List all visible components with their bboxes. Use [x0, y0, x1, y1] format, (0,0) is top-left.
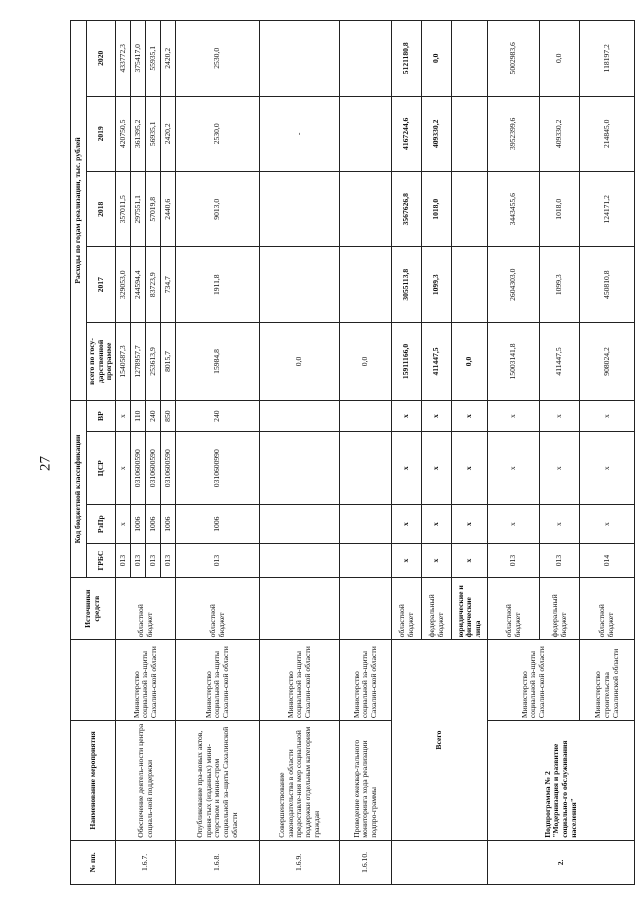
total-cell: 0,0 — [452, 322, 488, 400]
header-num: № пп. — [71, 840, 116, 884]
header-year-2020: 2020 — [87, 21, 116, 97]
csr-cell: x — [540, 432, 580, 505]
table-row — [340, 21, 392, 885]
csr-cell — [260, 432, 340, 505]
table-row — [176, 21, 260, 885]
y2018-cell: 9013,0 — [176, 172, 260, 247]
row-executor: Министерство социальной за-щиты Сахалин-ской области — [260, 640, 340, 721]
vr-cell — [340, 401, 392, 432]
csr-cell: x — [452, 432, 488, 505]
y2018-cell: 3443455,6 — [488, 172, 540, 247]
y2020-cell: 118197,2 — [580, 21, 635, 97]
grbs-cell: x — [392, 544, 422, 578]
row-source — [340, 577, 392, 639]
y2019-cell — [340, 96, 392, 171]
row-source: областной бюджет — [488, 577, 540, 639]
csr-cell: x — [488, 432, 540, 505]
y2019-cell: 409330,2 — [422, 96, 452, 171]
rzpr-cell: x 1006 1006 1006 — [116, 505, 176, 544]
y2019-cell: - — [260, 96, 340, 171]
row-source: областной бюджет — [580, 577, 635, 639]
total-cell: 411447,5 — [540, 322, 580, 400]
header-name: Наименование мероприятия — [71, 721, 116, 841]
table-row — [116, 21, 176, 885]
csr-cell: x — [580, 432, 635, 505]
y2017-cell: 2604303,0 — [488, 247, 540, 322]
total-cell: 411447,5 — [422, 322, 452, 400]
rzpr-cell: x — [422, 505, 452, 544]
grbs-cell: 014 — [580, 544, 635, 578]
y2018-cell: 357011,5 297551,1 57019,8 2440,6 — [116, 172, 176, 247]
grbs-cell — [340, 544, 392, 578]
row-num: 1.6.10. — [340, 840, 392, 884]
budget-table — [70, 20, 635, 885]
grbs-cell: 013 — [540, 544, 580, 578]
y2020-cell — [260, 21, 340, 97]
row-num: 1.6.9. — [260, 840, 340, 884]
header-year-2018: 2018 — [87, 172, 116, 247]
row-name: Опубликование пра-вовых актов, приня-тых (изданных) мини-стерством и мини-стром социальной за-щиты Сахалинской области — [176, 721, 260, 841]
header-csr: ЦСР — [87, 432, 116, 505]
y2019-cell: 420750,5 361395,2 56935,1 2420,2 — [116, 96, 176, 171]
rzpr-cell: x — [452, 505, 488, 544]
total-cell: 15911166,0 — [392, 322, 422, 400]
row-source — [260, 577, 340, 639]
total-cell: 15003141,8 — [488, 322, 540, 400]
grbs-cell — [260, 544, 340, 578]
header-total: всего по госу-дарственной программе — [87, 322, 116, 400]
rotated-table-container — [70, 20, 620, 885]
csr-cell: 0310600990 — [176, 432, 260, 505]
y2020-cell: 5121180,8 — [392, 21, 422, 97]
row-source: юридические и физические лица — [452, 577, 488, 639]
y2019-cell: 4167244,6 — [392, 96, 422, 171]
y2018-cell: 1018,0 — [540, 172, 580, 247]
y2018-cell — [452, 172, 488, 247]
vr-cell — [260, 401, 340, 432]
vr-cell: x — [488, 401, 540, 432]
header-vr: ВР — [87, 401, 116, 432]
header-rzpr: РзПр — [87, 505, 116, 544]
y2020-cell: 433772,3 375417,0 55935,1 2420,2 — [116, 21, 176, 97]
row-executor: Министерство социальной за-щиты Сахалин-ской области — [116, 640, 176, 721]
y2019-cell — [452, 96, 488, 171]
row-num: 1.6.8. — [176, 840, 260, 884]
table-row-total — [392, 21, 422, 885]
csr-cell — [340, 432, 392, 505]
row-source: федеральный бюджет — [540, 577, 580, 639]
header-source: Источники средств — [71, 577, 116, 639]
y2018-cell: 124171,2 — [580, 172, 635, 247]
rzpr-cell — [340, 505, 392, 544]
vr-cell: x — [392, 401, 422, 432]
page-number: 27 — [37, 456, 54, 471]
y2017-cell: 329053,0 244594,4 83723,9 734,7 — [116, 247, 176, 322]
row-name: Совершенствование законодательства в области предоставле-ния мер социальной поддержки отдельным категориям граждан — [260, 721, 340, 841]
row-executor: Министерство строительства Сахалинской области — [580, 640, 635, 721]
total-num — [392, 840, 488, 884]
header-year-2019: 2019 — [87, 96, 116, 171]
row-executor: Министерство социальной за-щиты Сахалин-ской области — [340, 640, 392, 721]
total-cell: 0,0 — [340, 322, 392, 400]
header-budget-code: Код бюджетной классификации — [71, 401, 87, 578]
y2020-cell: 5002983,6 — [488, 21, 540, 97]
grbs-cell: x — [452, 544, 488, 578]
grbs-cell: 013 013 013 013 — [116, 544, 176, 578]
y2018-cell: 3567626,8 — [392, 172, 422, 247]
vr-cell: x 110 240 850 — [116, 401, 176, 432]
csr-cell: x — [392, 432, 422, 505]
y2017-cell: 450810,8 — [580, 247, 635, 322]
total-label: Всего — [392, 640, 488, 840]
y2017-cell: 1099,3 — [540, 247, 580, 322]
header-executor — [71, 640, 116, 721]
header-year-2017: 2017 — [87, 247, 116, 322]
y2017-cell: 1911,8 — [176, 247, 260, 322]
y2020-cell: 0,0 — [422, 21, 452, 97]
y2020-cell — [452, 21, 488, 97]
vr-cell: x — [452, 401, 488, 432]
row-source: областной бюджет — [116, 577, 176, 639]
rzpr-cell: x — [488, 505, 540, 544]
y2019-cell: 409330,2 — [540, 96, 580, 171]
grbs-cell: x — [422, 544, 452, 578]
row-source: областной бюджет — [176, 577, 260, 639]
row-num: 2. — [488, 840, 635, 884]
y2019-cell: 2530,0 — [176, 96, 260, 171]
y2020-cell: 0,0 — [540, 21, 580, 97]
rzpr-cell: x — [580, 505, 635, 544]
y2017-cell — [452, 247, 488, 322]
row-executor: Министерство социальной за-щиты Сахалин-ской области — [488, 640, 580, 721]
vr-cell: x — [422, 401, 452, 432]
row-name: Обеспечение деятель-ности центра социаль-ной поддержки — [116, 721, 176, 841]
y2018-cell — [260, 172, 340, 247]
vr-cell: 240 — [176, 401, 260, 432]
y2019-cell: 214845,0 — [580, 96, 635, 171]
y2017-cell — [340, 247, 392, 322]
csr-cell: x 0310600590 0310600590 0310600590 — [116, 432, 176, 505]
total-cell: 15984,8 — [176, 322, 260, 400]
total-cell: 0,0 — [260, 322, 340, 400]
csr-cell: x — [422, 432, 452, 505]
row-num: 1.6.7. — [116, 840, 176, 884]
total-cell: 1540587,3 1278957,7 253613,9 8015,7 — [116, 322, 176, 400]
header-expenses: Расходы по годам реализации, тыс. рублей — [71, 21, 87, 401]
table-row — [488, 21, 540, 885]
y2017-cell — [260, 247, 340, 322]
rzpr-cell: x — [540, 505, 580, 544]
rzpr-cell — [260, 505, 340, 544]
total-cell: 908024,2 — [580, 322, 635, 400]
row-source: областной бюджет — [392, 577, 422, 639]
row-name: Проведение ежеквар-тального мониторинга хода реализации подпро-граммы — [340, 721, 392, 841]
table-row — [260, 21, 340, 885]
grbs-cell: 013 — [176, 544, 260, 578]
rzpr-cell: 1006 — [176, 505, 260, 544]
grbs-cell: 013 — [488, 544, 540, 578]
vr-cell: x — [580, 401, 635, 432]
vr-cell: x — [540, 401, 580, 432]
y2020-cell — [340, 21, 392, 97]
y2019-cell: 3952399,6 — [488, 96, 540, 171]
row-executor: Министерство социальной за-щиты Сахалин-ской области — [176, 640, 260, 721]
row-source: федеральный бюджет — [422, 577, 452, 639]
header-grbs: ГРБС — [87, 544, 116, 578]
row-name: Подпрограмма № 2 "Модернизация и развитие социально-го обслуживания населения" — [488, 721, 635, 841]
y2020-cell: 2530,0 — [176, 21, 260, 97]
y2017-cell: 1099,3 — [422, 247, 452, 322]
rzpr-cell: x — [392, 505, 422, 544]
y2018-cell — [340, 172, 392, 247]
y2018-cell: 1018,0 — [422, 172, 452, 247]
y2017-cell: 3055113,8 — [392, 247, 422, 322]
